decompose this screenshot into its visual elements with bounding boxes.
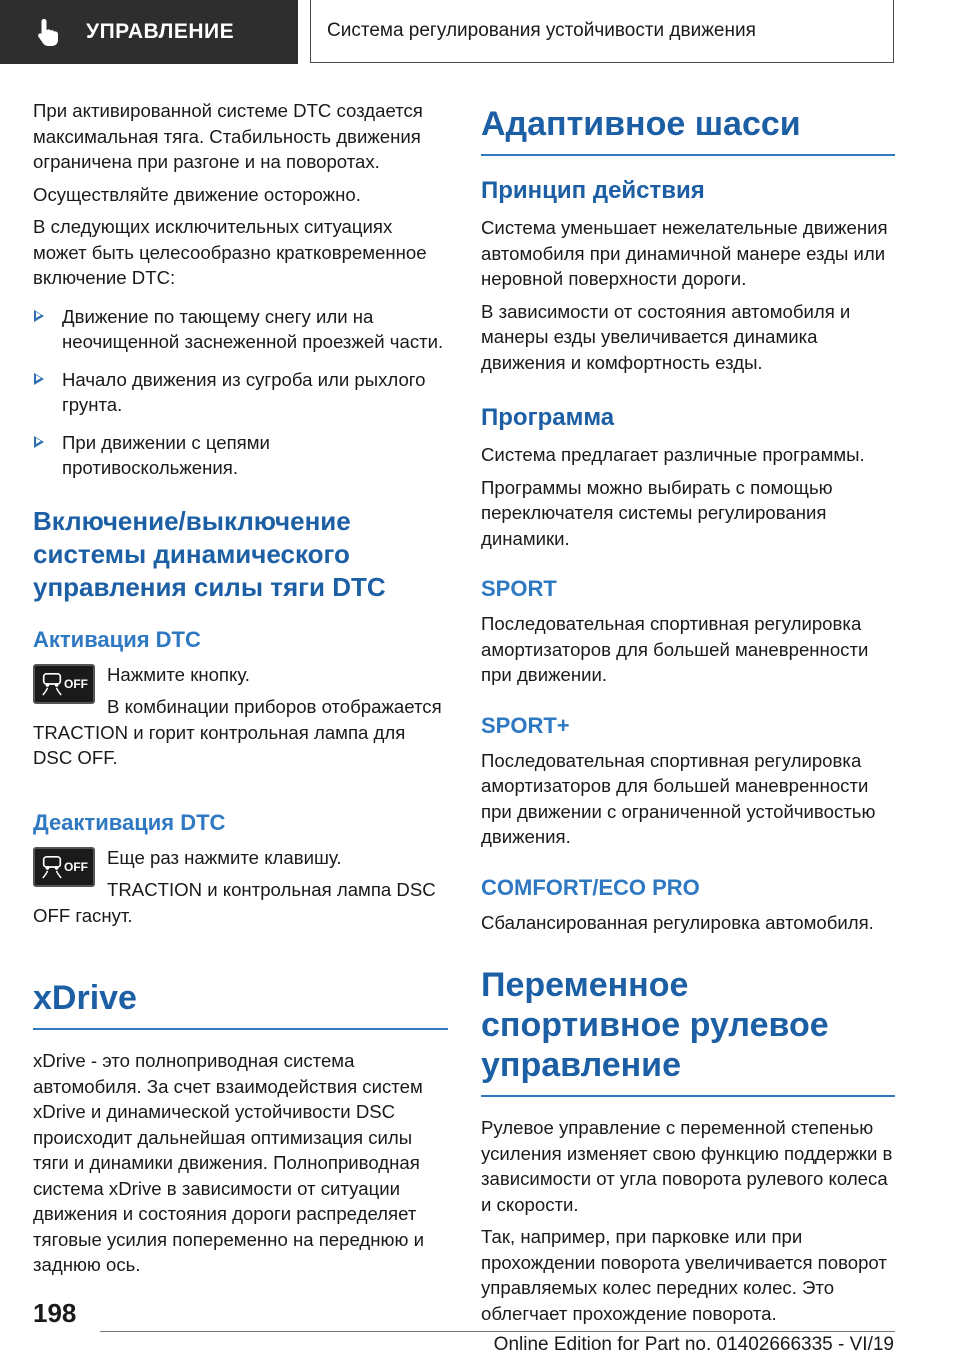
page-number: 198 xyxy=(33,1298,77,1328)
section-tab xyxy=(0,0,298,64)
xdrive-paragraph: xDrive - это полноприводная система автомобиля. За счет взаимодействия систем xDrive и динамической устойчивости DSC происходит дальнейшая оптимизация силы тяги и динамики движения. Полноприводная система xDrive в зависимости от ситуации движения и состояния дороги распределяет тяговые усилия попеременно на переднюю и заднюю ось. xyxy=(33,1050,424,1275)
activate-step: Нажмите кнопку. xyxy=(107,663,250,685)
program-paragraph-2: Программы можно выбирать с помощью переключателя системы регулирования динамики. xyxy=(481,476,833,549)
activate-heading: Активация DTC xyxy=(33,626,201,652)
section-tab-label: УПРАВЛЕНИЕ xyxy=(86,20,235,43)
comfort-heading: COMFORT/ECO PRO xyxy=(481,874,700,900)
program-heading: Программа xyxy=(481,404,615,431)
comfort-paragraph: Сбалансированная регулировка автомобиля. xyxy=(481,911,874,933)
sportplus-paragraph: Последовательная спортивная регулировка амортизаторов для большей маневренности при движении с ограниченной устойчивостью движения. xyxy=(481,749,876,847)
situations-list xyxy=(33,304,448,481)
hand-touch-icon xyxy=(36,17,76,47)
footer-divider xyxy=(100,1331,895,1332)
steering-paragraph-2: Так, например, при парковке или при прохождении поворота увеличивается поворот управляемых колес передних колес. Это облегчает прохождение поворота. xyxy=(481,1226,887,1324)
bullet-triangle-icon xyxy=(34,310,44,322)
principle-heading: Принцип действия xyxy=(481,177,705,204)
deactivate-block xyxy=(33,845,448,929)
deactivate-step: Еще раз нажмите клавишу. xyxy=(107,846,342,868)
deactivate-result: TRACTION и контрольная лампа DSC OFF гаснут. xyxy=(33,879,436,926)
bullet-triangle-icon xyxy=(34,436,44,448)
situations-paragraph: В следующих исключительных ситуациях может быть целесообразно кратковременное включение DTC: xyxy=(33,216,427,288)
right-column xyxy=(481,104,895,1326)
activate-result: В комбинации приборов отображается TRACTION и горит контрольная лампа для DSC OFF. xyxy=(33,696,442,768)
xdrive-heading: xDrive xyxy=(33,978,448,1030)
principle-paragraph-2: В зависимости от состояния автомобиля и манеры езды увеличивается динамика движения и комфортность езды. xyxy=(481,300,851,373)
bullet-triangle-icon xyxy=(34,373,44,385)
left-column xyxy=(33,98,448,1278)
caution-paragraph: Осуществляйте движение осторожно. xyxy=(33,183,361,205)
dtc-off-button-icon: OFF xyxy=(33,847,95,887)
steering-paragraph-1: Рулевое управление с переменной степенью усиления изменяет свою функцию поддержки в зависимости от угла поворота рулевого колеса и скорости. xyxy=(481,1117,893,1215)
car-skid-icon xyxy=(40,853,64,881)
program-paragraph-1: Система предлагает различные программы. xyxy=(481,444,865,465)
steering-heading: Переменное спортивное рулевое управление xyxy=(481,965,895,1097)
list-item: Движение по тающему снегу или на неочищенной заснеженной проезжей части. xyxy=(33,304,448,355)
principle-paragraph-1: Система уменьшает нежелательные движения автомобиля при динамичной манере езды или неровной поверхности дороги. xyxy=(481,217,888,289)
sport-heading: SPORT xyxy=(481,576,557,601)
onoff-heading: Включение/выключение системы динамического управления силы тяги DTC xyxy=(33,505,386,602)
sport-paragraph: Последовательная спортивная регулировка амортизаторов для большей маневренности при движении. xyxy=(481,613,869,685)
list-item: При движении с цепями противоскольжения. xyxy=(33,430,448,481)
page-header-title: Система регулирования устойчивости движения xyxy=(310,0,894,63)
activate-block xyxy=(33,662,448,771)
edition-note: Online Edition for Part no. 01402666335 - VI/19 xyxy=(493,1334,894,1355)
dtc-off-button-icon: OFF xyxy=(33,664,95,704)
car-skid-icon xyxy=(40,670,64,698)
intro-paragraph: При активированной системе DTC создается максимальная тяга. Стабильность движения ограничена при разгоне и на поворотах. xyxy=(33,100,423,172)
sportplus-heading: SPORT+ xyxy=(481,712,570,738)
deactivate-heading: Деактивация DTC xyxy=(33,809,226,835)
adaptive-chassis-heading: Адаптивное шасси xyxy=(481,104,895,156)
list-item: Начало движения из сугроба или рыхлого грунта. xyxy=(33,367,448,418)
